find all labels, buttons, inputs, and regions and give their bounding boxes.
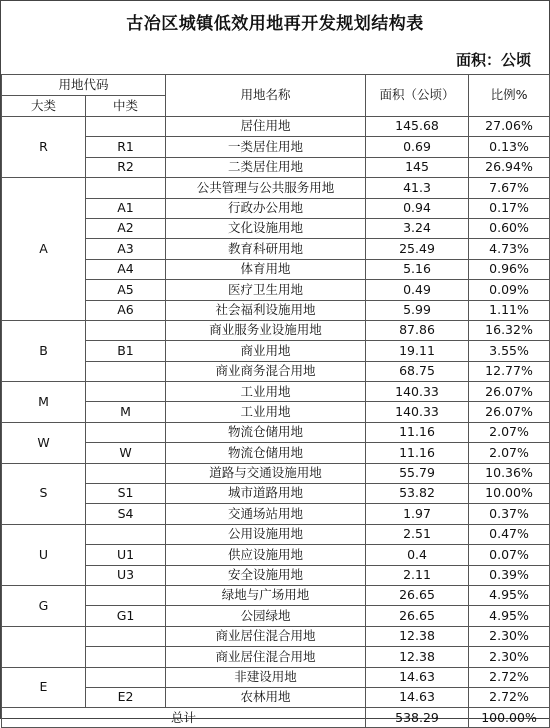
- table-row: [2, 463, 550, 483]
- table-row: [2, 178, 550, 198]
- area-cell: 12.38: [366, 626, 469, 646]
- table-row: [2, 422, 550, 442]
- medium-code-cell: [86, 320, 166, 340]
- table-row: [2, 382, 550, 402]
- medium-code-cell: A4: [86, 259, 166, 279]
- land-use-name-cell: 行政办公用地: [166, 198, 366, 218]
- ratio-cell: 2.07%: [469, 422, 550, 442]
- area-cell: 14.63: [366, 687, 469, 707]
- land-use-name-cell: 商业商务混合用地: [166, 361, 366, 381]
- ratio-cell: 27.06%: [469, 117, 550, 137]
- ratio-cell: 26.07%: [469, 402, 550, 422]
- area-cell: 3.24: [366, 218, 469, 238]
- land-use-name-cell: 居住用地: [166, 117, 366, 137]
- table-row: [2, 667, 550, 687]
- land-use-name-cell: 体育用地: [166, 259, 366, 279]
- area-cell: 145.68: [366, 117, 469, 137]
- ratio-cell: 3.55%: [469, 341, 550, 361]
- land-use-name-cell: 安全设施用地: [166, 565, 366, 585]
- ratio-cell: 7.67%: [469, 178, 550, 198]
- area-cell: 5.16: [366, 259, 469, 279]
- medium-code-cell: [86, 585, 166, 605]
- table-row: [2, 585, 550, 605]
- medium-code-cell: [86, 382, 166, 402]
- area-cell: 87.86: [366, 320, 469, 340]
- ratio-cell: 16.32%: [469, 320, 550, 340]
- medium-code-cell: U1: [86, 545, 166, 565]
- area-cell: 25.49: [366, 239, 469, 259]
- land-use-table: [1, 74, 550, 728]
- ratio-cell: 26.07%: [469, 382, 550, 402]
- area-cell: 145: [366, 157, 469, 177]
- area-cell: 41.3: [366, 178, 469, 198]
- land-use-name-cell: 供应设施用地: [166, 545, 366, 565]
- table-row: [2, 626, 550, 646]
- area-cell: 0.49: [366, 280, 469, 300]
- major-category-cell: S: [2, 463, 86, 524]
- area-cell: 2.11: [366, 565, 469, 585]
- header-medium: 中类: [86, 96, 166, 117]
- ratio-cell: 10.00%: [469, 484, 550, 504]
- ratio-cell: 0.96%: [469, 259, 550, 279]
- land-use-name-cell: 文化设施用地: [166, 218, 366, 238]
- area-cell: 14.63: [366, 667, 469, 687]
- land-use-name-cell: 工业用地: [166, 382, 366, 402]
- ratio-cell: 2.72%: [469, 667, 550, 687]
- land-use-name-cell: 物流仓储用地: [166, 443, 366, 463]
- medium-code-cell: E2: [86, 687, 166, 707]
- unit-label: 面积：公顷: [455, 51, 531, 69]
- ratio-cell: 12.77%: [469, 361, 550, 381]
- land-use-name-cell: 非建设用地: [166, 667, 366, 687]
- ratio-cell: 10.36%: [469, 463, 550, 483]
- medium-code-cell: U3: [86, 565, 166, 585]
- land-use-name-cell: 商业居住混合用地: [166, 626, 366, 646]
- medium-code-cell: [86, 422, 166, 442]
- land-use-name-cell: 绿地与广场用地: [166, 585, 366, 605]
- land-use-name-cell: 公共管理与公共服务用地: [166, 178, 366, 198]
- land-use-name-cell: 农林用地: [166, 687, 366, 707]
- land-use-name-cell: 二类居住用地: [166, 157, 366, 177]
- ratio-cell: 0.47%: [469, 524, 550, 544]
- medium-code-cell: [86, 178, 166, 198]
- major-category-cell: E: [2, 667, 86, 708]
- area-cell: 1.97: [366, 504, 469, 524]
- table-row: [2, 117, 550, 137]
- medium-code-cell: W: [86, 443, 166, 463]
- land-use-name-cell: 物流仓储用地: [166, 422, 366, 442]
- major-category-cell: U: [2, 524, 86, 585]
- land-use-name-cell: 商业用地: [166, 341, 366, 361]
- ratio-cell: 0.39%: [469, 565, 550, 585]
- area-cell: 11.16: [366, 443, 469, 463]
- medium-code-cell: S1: [86, 484, 166, 504]
- area-cell: 5.99: [366, 300, 469, 320]
- major-category-cell: B: [2, 320, 86, 381]
- medium-code-cell: [86, 524, 166, 544]
- land-use-name-cell: 公园绿地: [166, 606, 366, 626]
- ratio-cell: 4.95%: [469, 606, 550, 626]
- medium-code-cell: [86, 667, 166, 687]
- header-ratio: 比例%: [469, 75, 550, 117]
- medium-code-cell: A3: [86, 239, 166, 259]
- medium-code-cell: M: [86, 402, 166, 422]
- area-cell: 140.33: [366, 382, 469, 402]
- area-cell: 26.65: [366, 606, 469, 626]
- ratio-cell: 1.11%: [469, 300, 550, 320]
- major-category-cell: M: [2, 382, 86, 423]
- area-cell: 0.69: [366, 137, 469, 157]
- medium-code-cell: R2: [86, 157, 166, 177]
- land-use-name-cell: 商业服务业设施用地: [166, 320, 366, 340]
- header-major: 大类: [2, 96, 86, 117]
- area-cell: 12.38: [366, 647, 469, 667]
- header-code: 用地代码: [2, 75, 166, 96]
- ratio-cell: 2.30%: [469, 626, 550, 646]
- major-category-cell: R: [2, 117, 86, 178]
- header-row-1: [2, 75, 550, 96]
- document-title: 古冶区城镇低效用地再开发规划结构表: [126, 14, 424, 34]
- ratio-cell: 2.72%: [469, 687, 550, 707]
- area-cell: 53.82: [366, 484, 469, 504]
- ratio-cell: 2.07%: [469, 443, 550, 463]
- land-use-name-cell: 公用设施用地: [166, 524, 366, 544]
- total-label: 总计: [2, 708, 366, 728]
- ratio-cell: 0.17%: [469, 198, 550, 218]
- area-cell: 19.11: [366, 341, 469, 361]
- land-use-name-cell: 一类居住用地: [166, 137, 366, 157]
- land-use-name-cell: 教育科研用地: [166, 239, 366, 259]
- land-use-name-cell: 工业用地: [166, 402, 366, 422]
- land-use-name-cell: 交通场站用地: [166, 504, 366, 524]
- ratio-cell: 0.60%: [469, 218, 550, 238]
- major-category-cell: A: [2, 178, 86, 321]
- medium-code-cell: A2: [86, 218, 166, 238]
- medium-code-cell: A1: [86, 198, 166, 218]
- major-category-cell: G: [2, 585, 86, 626]
- header-name: 用地名称: [166, 75, 366, 117]
- medium-code-cell: [86, 626, 166, 646]
- medium-code-cell: B1: [86, 341, 166, 361]
- ratio-cell: 0.07%: [469, 545, 550, 565]
- area-cell: 55.79: [366, 463, 469, 483]
- ratio-cell: 26.94%: [469, 157, 550, 177]
- area-cell: 68.75: [366, 361, 469, 381]
- ratio-cell: 4.73%: [469, 239, 550, 259]
- area-cell: 11.16: [366, 422, 469, 442]
- land-use-name-cell: 商业居住混合用地: [166, 647, 366, 667]
- land-use-name-cell: 医疗卫生用地: [166, 280, 366, 300]
- medium-code-cell: G1: [86, 606, 166, 626]
- major-category-cell: W: [2, 422, 86, 463]
- medium-code-cell: A6: [86, 300, 166, 320]
- medium-code-cell: [86, 463, 166, 483]
- ratio-cell: 0.09%: [469, 280, 550, 300]
- ratio-cell: 2.30%: [469, 647, 550, 667]
- header-area: 面积（公顷）: [366, 75, 469, 117]
- medium-code-cell: S4: [86, 504, 166, 524]
- land-use-name-cell: 城市道路用地: [166, 484, 366, 504]
- ratio-cell: 4.95%: [469, 585, 550, 605]
- area-cell: 140.33: [366, 402, 469, 422]
- land-use-name-cell: 道路与交通设施用地: [166, 463, 366, 483]
- table-row: [2, 320, 550, 340]
- total-row: [2, 708, 550, 728]
- total-ratio: 100.00%: [469, 708, 550, 728]
- ratio-cell: 0.13%: [469, 137, 550, 157]
- major-category-cell: [2, 626, 86, 667]
- ratio-cell: 0.37%: [469, 504, 550, 524]
- total-area: 538.29: [366, 708, 469, 728]
- land-use-name-cell: 社会福利设施用地: [166, 300, 366, 320]
- medium-code-cell: R1: [86, 137, 166, 157]
- area-cell: 2.51: [366, 524, 469, 544]
- medium-code-cell: [86, 647, 166, 667]
- area-cell: 0.4: [366, 545, 469, 565]
- medium-code-cell: [86, 117, 166, 137]
- area-cell: 26.65: [366, 585, 469, 605]
- table-row: [2, 524, 550, 544]
- medium-code-cell: [86, 361, 166, 381]
- area-cell: 0.94: [366, 198, 469, 218]
- table-body: [2, 75, 550, 728]
- medium-code-cell: A5: [86, 280, 166, 300]
